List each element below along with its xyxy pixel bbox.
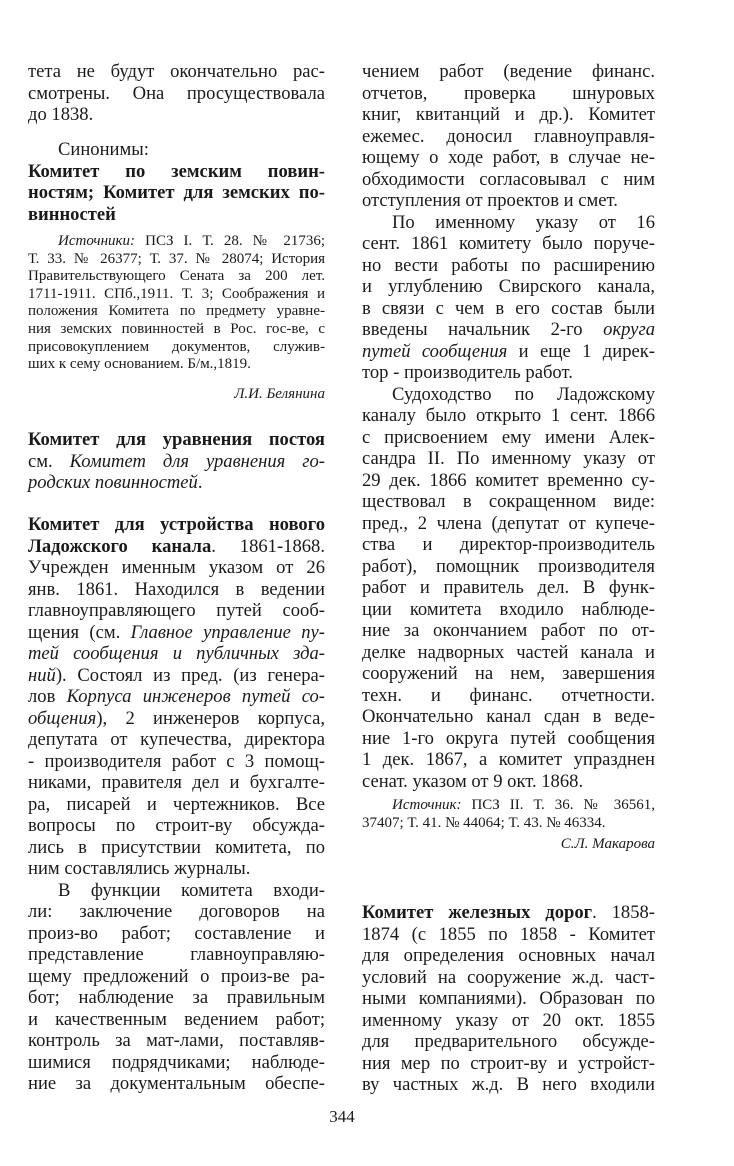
text-line xyxy=(362,513,655,535)
text-segment: работ и правитель дел. В функ- xyxy=(362,577,655,598)
text-line xyxy=(28,794,325,816)
text-line xyxy=(362,815,655,833)
text-segment: отступления от проектов и смет. xyxy=(362,190,618,211)
text-segment: с присвоением ему имени Алек- xyxy=(362,426,655,448)
text-line xyxy=(362,212,655,234)
text-line xyxy=(362,61,655,83)
text-segment: депутата от купечества, директора xyxy=(28,729,325,750)
text-segment: ния мер по строит-ву и устройст- xyxy=(362,1052,655,1074)
text-segment: 1711-1911. СПб.,1911. Т. 3; Соображения и xyxy=(28,285,325,302)
text-segment: ежемес. доносил главноуправля- xyxy=(362,125,655,147)
text-line xyxy=(28,944,325,966)
text-segment: для предварительного обсужде- xyxy=(362,1031,655,1052)
text-line xyxy=(362,749,655,771)
bold-text: Комитет для уравнения постоя xyxy=(28,429,325,450)
text-segment: тета не будут окончательно рас- xyxy=(28,61,325,82)
text-line xyxy=(362,663,655,685)
text-segment: ПСЗ I. Т. 28. № 21736; xyxy=(135,233,325,249)
text-line xyxy=(362,599,655,621)
text-line xyxy=(362,276,655,298)
text-line xyxy=(362,470,655,492)
text-line xyxy=(28,579,325,601)
text-line xyxy=(362,126,655,148)
text-segment: чением работ (ведение финанс. xyxy=(362,61,655,82)
text-line xyxy=(362,448,655,470)
text-line xyxy=(28,1030,325,1052)
text-segment: . 1861-1868. xyxy=(211,535,325,557)
text-line xyxy=(28,686,325,708)
text-line xyxy=(362,577,655,599)
text-line xyxy=(28,268,325,286)
text-line xyxy=(28,451,325,473)
text-line xyxy=(28,966,325,988)
text-segment: 1 дек. 1867, а комитет упразднен xyxy=(362,749,655,770)
text-segment: 1874 (с 1855 по 1858 - Комитет xyxy=(362,923,655,945)
text-segment: бот; наблюдение за правильным xyxy=(28,987,325,1008)
text-segment: каналу было открыто 1 сент. 1866 xyxy=(362,405,655,426)
text-segment: отчетов, проверка шнуровых xyxy=(362,82,655,104)
text-segment: По именному указу от 16 xyxy=(392,211,655,233)
text-line xyxy=(28,384,325,406)
text-line xyxy=(28,536,325,558)
text-segment: сент. 1861 комитету было поруче- xyxy=(362,233,655,254)
text-segment: ра, писарей и чертежников. Все xyxy=(28,793,325,815)
italic-text: Источники: xyxy=(58,233,136,249)
text-line xyxy=(362,834,655,856)
text-segment: сенат. указом от 9 окт. 1868. xyxy=(362,770,584,792)
text-line xyxy=(362,83,655,105)
text-line xyxy=(362,233,655,255)
text-line xyxy=(362,534,655,556)
bold-text: Комитет железных дорог xyxy=(362,902,593,923)
text-segment: ние за документальным обеспе- xyxy=(28,1073,325,1094)
bold-text: ностям; Комитет для земских по- xyxy=(28,182,325,203)
text-line xyxy=(362,706,655,728)
text-segment: С.Л. Макарова xyxy=(560,836,655,852)
text-segment: присовокуплением документов, служив- xyxy=(28,338,325,355)
text-line xyxy=(28,901,325,923)
text-line xyxy=(362,988,655,1010)
bold-text: Ладожского канала xyxy=(28,535,212,557)
text-segment: ли: заключение договоров на xyxy=(28,901,325,922)
author-signature-right xyxy=(362,834,655,856)
text-segment: техн. и финанс. отчетности. xyxy=(362,684,655,706)
text-segment: В функции комитета входи- xyxy=(58,879,325,901)
text-segment: произ-во работ; составление и xyxy=(28,922,325,944)
text-line xyxy=(362,1053,655,1075)
text-segment: 29 дек. 1866 комитет временно су- xyxy=(362,469,655,491)
text-line xyxy=(362,797,655,815)
text-line xyxy=(28,472,325,494)
bold-text: Комитет по земским повин- xyxy=(28,160,325,182)
text-segment: условий на сооружение ж.д. част- xyxy=(362,966,655,988)
text-line xyxy=(362,771,655,793)
text-segment: и еще 1 дирек- xyxy=(507,340,655,362)
italic-text: Корпуса инженеров путей со- xyxy=(66,686,325,707)
text-segment: см. xyxy=(28,450,70,472)
text-segment: Судоходство по Ладожскому xyxy=(392,383,655,405)
text-segment: ние за окончанием работ по от- xyxy=(362,620,655,641)
bold-text: винностей xyxy=(28,203,116,225)
source-note xyxy=(362,797,655,832)
text-line xyxy=(28,751,325,773)
bold-text: Комитет для устройства нового xyxy=(28,514,325,535)
synonyms-label xyxy=(28,139,325,161)
text-segment: но вести работы по расширению xyxy=(362,254,655,276)
text-segment: именному указу от 20 окт. 1855 xyxy=(362,1009,655,1031)
text-line xyxy=(28,1052,325,1074)
text-segment: щему предложений о произ-ве ра- xyxy=(28,965,325,987)
text-line xyxy=(362,491,655,513)
text-line xyxy=(28,251,325,269)
text-line xyxy=(362,945,655,967)
text-line xyxy=(28,772,325,794)
text-segment: ющему о ходе работ, в случае не- xyxy=(362,147,655,168)
text-line xyxy=(362,427,655,449)
text-segment: положения Комитета по предмету уравне- xyxy=(28,303,325,320)
text-line xyxy=(362,190,655,212)
italic-text: тей сообщения и публичных зда- xyxy=(28,643,325,664)
text-line xyxy=(28,104,325,126)
text-segment: ву частных ж.д. В него входили xyxy=(362,1074,655,1095)
italic-text: ний xyxy=(28,664,56,686)
text-segment: книг, квитанций и др.). Комитет xyxy=(362,104,655,125)
text-line xyxy=(28,356,325,374)
text-line xyxy=(28,303,325,321)
text-line xyxy=(28,83,325,105)
text-segment: ние 1-го округа путей сообщения xyxy=(362,727,655,749)
text-line xyxy=(28,708,325,730)
text-line xyxy=(362,1010,655,1032)
text-segment: вопросы по строит-ву обсужда- xyxy=(28,815,325,836)
page-number: 344 xyxy=(329,1107,355,1126)
text-line xyxy=(28,514,325,536)
text-segment: ших к сему основанием. Б/м.,1819. xyxy=(28,356,251,373)
text-line xyxy=(28,622,325,644)
entry-cross-reference xyxy=(28,429,325,494)
text-segment: в связи с чем в его состав были xyxy=(362,297,655,319)
text-line xyxy=(28,429,325,451)
text-line xyxy=(28,139,325,161)
paragraph-continuation-right xyxy=(362,61,655,212)
text-line xyxy=(28,286,325,304)
text-segment: смотрены. Она просуществовала xyxy=(28,82,325,104)
text-segment: сооружений на нем, завершения xyxy=(362,663,655,684)
text-segment: ния земских повинностей в Рос. гос-ве, с xyxy=(28,320,325,337)
text-segment: ). Состоял из пред. (из генера- xyxy=(55,664,325,686)
text-line xyxy=(28,233,325,251)
text-segment: . 1858- xyxy=(592,902,655,923)
text-line xyxy=(362,298,655,320)
text-segment: Т. 33. № 26377; Т. 37. № 28074; История xyxy=(28,250,325,267)
text-line xyxy=(28,161,325,183)
text-segment: работ), помощник производителя xyxy=(362,555,655,577)
text-segment: и углублению Свирского канала, xyxy=(362,276,655,297)
text-segment: и качественным ведением работ; xyxy=(28,1008,325,1030)
text-line xyxy=(28,665,325,687)
text-line xyxy=(28,987,325,1009)
italic-text: Главное управление пу- xyxy=(130,621,326,643)
text-segment: Окончательно канал сдан в веде- xyxy=(362,706,655,727)
text-segment: контроль за мат-лами, поставляв- xyxy=(28,1030,325,1051)
text-segment: введены начальник 2-го xyxy=(362,319,604,340)
text-line xyxy=(362,967,655,989)
text-segment: до 1838. xyxy=(28,104,94,125)
author-signature xyxy=(28,384,325,406)
text-segment: лись в присутствии комитета, по xyxy=(28,836,325,858)
text-segment: Л.И. Белянина xyxy=(234,386,325,402)
text-line xyxy=(28,339,325,357)
text-segment: ными компаниями). Образован по xyxy=(362,988,655,1009)
text-line xyxy=(362,341,655,363)
text-segment: никами, правителя дел и бухгалте- xyxy=(28,772,325,793)
italic-text: путей сообщения xyxy=(362,340,508,362)
text-line xyxy=(362,147,655,169)
text-line xyxy=(362,728,655,750)
text-line xyxy=(28,1009,325,1031)
paragraph-decree-1861 xyxy=(362,212,655,384)
text-segment: 37407; Т. 41. № 44064; Т. 43. № 46334. xyxy=(362,814,606,831)
italic-text: родских повинностей xyxy=(28,472,198,493)
text-line xyxy=(28,837,325,859)
text-segment: Учрежден именным указом от 26 xyxy=(28,557,325,578)
text-line xyxy=(28,321,325,339)
text-line xyxy=(28,923,325,945)
text-segment: ним составлялись журналы. xyxy=(28,858,251,879)
text-line xyxy=(362,169,655,191)
text-line xyxy=(362,902,655,924)
text-line xyxy=(28,858,325,880)
text-segment: ции комитета входило наблюде- xyxy=(362,598,655,620)
text-line xyxy=(28,600,325,622)
entry-railway-committee xyxy=(362,902,655,1096)
sources-note xyxy=(28,233,325,374)
paragraph-navigation xyxy=(362,384,655,793)
text-segment: главноуправляющего путей сооб- xyxy=(28,600,325,621)
text-line xyxy=(362,384,655,406)
text-segment: тор - производитель работ. xyxy=(362,362,573,383)
italic-text: Источник: xyxy=(392,797,462,813)
text-line xyxy=(362,1074,655,1096)
text-line xyxy=(362,255,655,277)
text-line xyxy=(28,1073,325,1095)
italic-text: Комитет для уравнения го- xyxy=(69,450,325,472)
text-segment: сандра II. По именному указу от xyxy=(362,448,655,469)
text-line xyxy=(28,643,325,665)
text-segment: . xyxy=(197,472,203,493)
text-segment: для определения основных начал xyxy=(362,945,655,966)
text-line xyxy=(362,685,655,707)
text-line xyxy=(28,61,325,83)
text-segment: ществовал в сокращенном виде: xyxy=(362,491,655,512)
text-segment: делке надворных частей канала и xyxy=(362,641,655,663)
text-line xyxy=(28,729,325,751)
entry-ladoga-canal xyxy=(28,514,325,880)
text-segment: шимися подрядчиками; наблюде- xyxy=(28,1051,325,1073)
text-segment: Правительствующего Сената за 200 лет. xyxy=(28,268,325,285)
text-line xyxy=(28,557,325,579)
text-line xyxy=(362,620,655,642)
text-segment: ства и директор-производитель xyxy=(362,534,655,555)
text-segment: янв. 1861. Находился в ведении xyxy=(28,578,325,600)
text-line xyxy=(28,880,325,902)
text-line xyxy=(28,182,325,204)
text-line xyxy=(362,319,655,341)
text-line xyxy=(28,204,325,226)
text-line xyxy=(28,815,325,837)
synonyms-terms xyxy=(28,161,325,226)
text-line xyxy=(362,405,655,427)
paragraph-continuation xyxy=(28,61,325,126)
text-line xyxy=(362,924,655,946)
text-segment: - производителя работ с 3 помощ- xyxy=(28,750,325,772)
text-segment: лов xyxy=(28,686,67,707)
text-line xyxy=(362,362,655,384)
entry-functions-paragraph xyxy=(28,880,325,1095)
italic-text: округа xyxy=(603,319,655,340)
text-line xyxy=(362,104,655,126)
text-line xyxy=(362,1031,655,1053)
text-segment: щения (см. xyxy=(28,621,131,643)
italic-text: общения xyxy=(28,707,97,729)
text-segment: обходимости согласовывал с ним xyxy=(362,168,655,190)
text-line xyxy=(362,642,655,664)
text-segment: ), 2 инженеров корпуса, xyxy=(96,707,325,729)
text-segment: ПСЗ II. Т. 36. № 36561, xyxy=(461,797,655,813)
text-segment: Синонимы: xyxy=(58,139,149,160)
text-segment: пред., 2 члена (депутат от купече- xyxy=(362,512,655,534)
text-line xyxy=(362,556,655,578)
text-segment: представление главноуправляю- xyxy=(28,944,325,965)
